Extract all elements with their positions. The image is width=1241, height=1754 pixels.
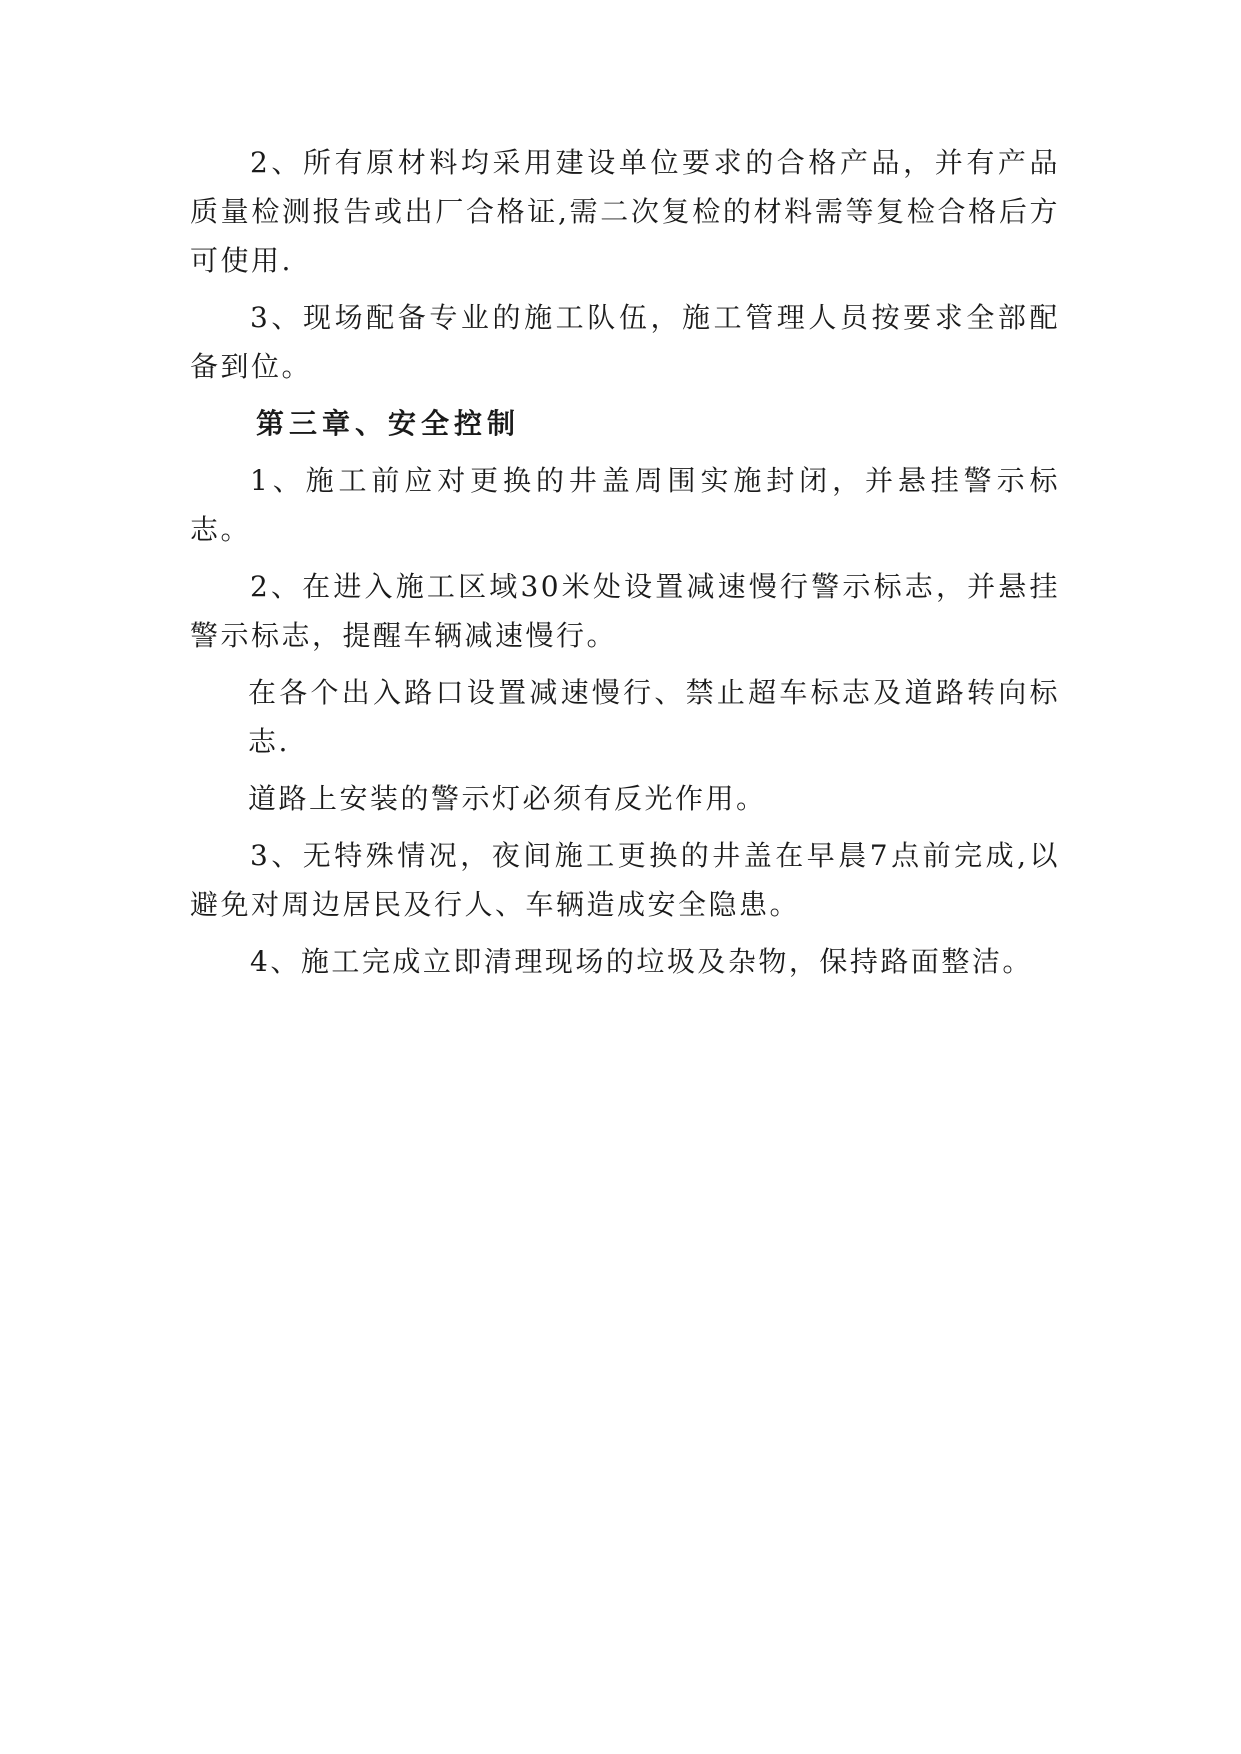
paragraph-night-work: 3、无特殊情况，夜间施工更换的井盖在早晨7点前完成,以避免对周边居民及行人、车辆造成安全隐患。: [190, 839, 1060, 921]
paragraph-speed-warning: 2、在进入施工区域30米处设置减速慢行警示标志，并悬挂警示标志，提醒车辆减速慢行。: [190, 570, 1060, 652]
paragraph-site-cleanup: 4、施工完成立即清理现场的垃圾及杂物，保持路面整洁。: [250, 945, 1033, 978]
paragraph-warning-lights: 道路上安装的警示灯必须有反光作用。: [248, 782, 767, 815]
paragraph-safety-enclosure: 1、施工前应对更换的井盖周围实施封闭，并悬挂警示标志。: [190, 464, 1060, 546]
paragraph-materials: 2、所有原材料均采用建设单位要求的合格产品，并有产品质量检测报告或出厂合格证,需二次复检的材料需等复检合格后方可使用.: [190, 146, 1060, 277]
document-body: [190, 138, 1060, 986]
paragraph-construction-team: 3、现场配备专业的施工队伍，施工管理人员按要求全部配备到位。: [190, 301, 1060, 383]
paragraph-intersection-signs: 在各个出入路口设置减速慢行、禁止超车标志及道路转向标志.: [248, 676, 1060, 758]
chapter-heading: 第三章、安全控制: [256, 407, 521, 440]
